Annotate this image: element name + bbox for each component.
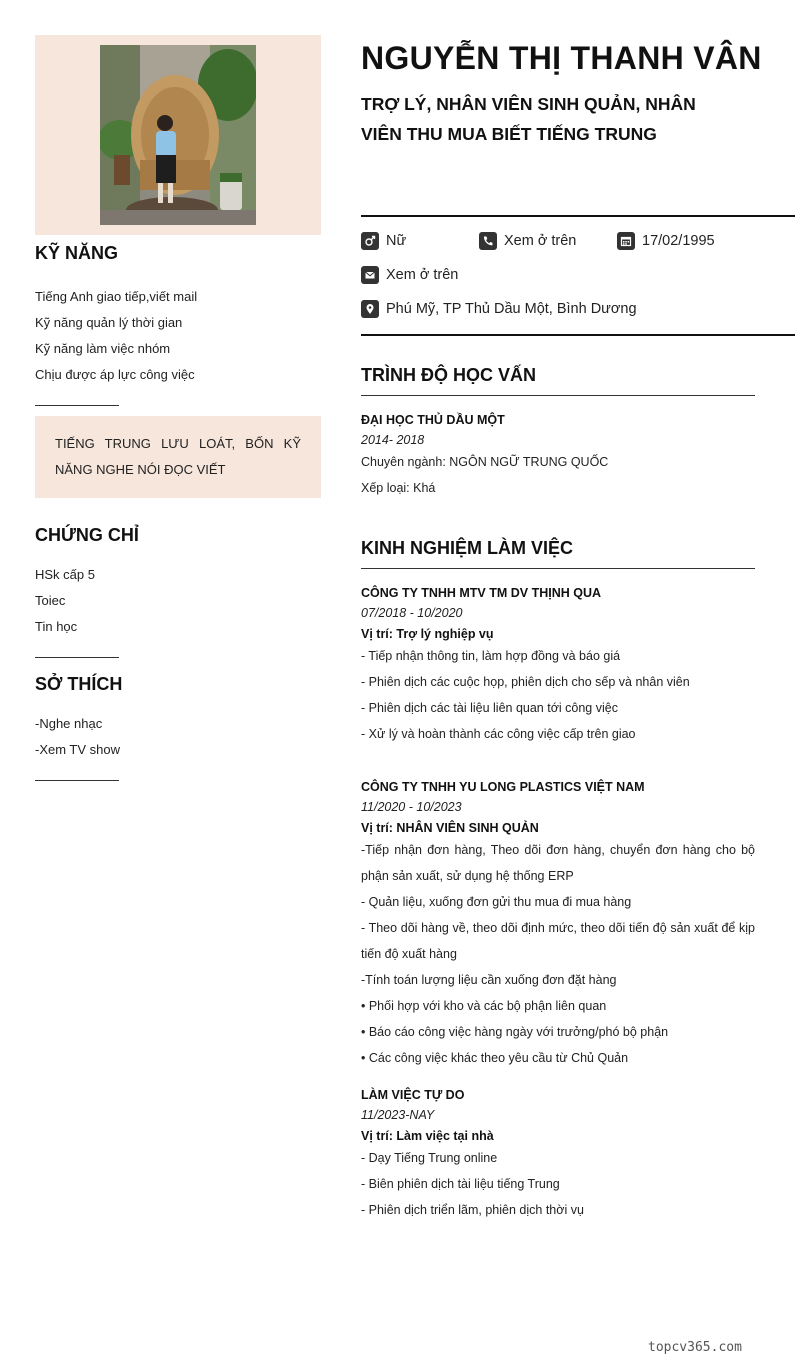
skills-title: KỸ NĂNG	[35, 243, 119, 263]
job-duty: - Xử lý và hoàn thành các công việc cấp trên giao	[361, 727, 636, 741]
divider	[35, 780, 119, 781]
job-duty: - Phiên dịch các cuộc họp, phiên dịch cho sếp và nhân viên	[361, 675, 690, 689]
job-position: Vị trí: Trợ lý nghiệp vụ	[361, 627, 494, 641]
certificate-item: Toiec	[35, 593, 66, 608]
job-entry	[361, 586, 755, 747]
job-duty: - Phiên dịch triển lãm, phiên dịch thời vụ	[361, 1203, 584, 1217]
job-period: 11/2023-NAY	[361, 1108, 435, 1122]
job-duty: • Các công việc khác theo yêu cầu từ Chủ Quản	[361, 1051, 629, 1065]
education-period: 2014- 2018	[361, 433, 425, 447]
skill-item: Kỹ năng làm việc nhóm	[35, 341, 171, 356]
email-value: Xem ở trên	[386, 267, 459, 283]
certificate-item: Tin học	[35, 619, 78, 634]
language-highlight: TIẾNG TRUNG LƯU LOÁT, BỐN KỸ NĂNG NGHE NÓI ĐỌC VIẾT	[35, 416, 321, 498]
contact-info	[361, 215, 795, 336]
job-position: Vị trí: NHÂN VIÊN SINH QUẢN	[361, 821, 539, 835]
job-company: CÔNG TY TNHH MTV TM DV THỊNH QUA	[361, 586, 602, 600]
birthday-value: 17/02/1995	[642, 233, 715, 249]
job-entry	[361, 1088, 755, 1223]
skill-item: Tiếng Anh giao tiếp,viết mail	[35, 289, 198, 304]
school-name: ĐẠI HỌC THỦ DẦU MỘT	[361, 413, 505, 427]
header	[361, 40, 762, 149]
gender-row	[361, 232, 406, 250]
photo-frame	[35, 35, 321, 235]
calendar-icon	[617, 232, 635, 250]
phone-icon	[479, 232, 497, 250]
skill-item: Kỹ năng quản lý thời gian	[35, 315, 183, 330]
certificates-title: CHỨNG CHỈ	[35, 525, 139, 545]
hobby-item: -Nghe nhạc	[35, 716, 103, 731]
email-row	[361, 266, 458, 284]
left-column	[35, 240, 321, 781]
divider	[35, 405, 119, 406]
candidate-name: NGUYỄN THỊ THANH VÂN	[361, 40, 762, 76]
job-duty: - Quản liệu, xuống đơn gửi thu mua đi mua hàng	[361, 895, 632, 909]
divider	[35, 657, 119, 658]
job-company: LÀM VIỆC TỰ DO	[361, 1088, 465, 1102]
certificate-item: HSk cấp 5	[35, 567, 95, 582]
location-icon	[361, 300, 379, 318]
job-duty: • Phối hợp với kho và các bộ phận liên quan	[361, 999, 607, 1013]
job-title: TRỢ LÝ, NHÂN VIÊN SINH QUẢN, NHÂN VIÊN THU MUA BIẾT TIẾNG TRUNG	[361, 94, 696, 144]
address-value: Phú Mỹ, TP Thủ Dầu Một, Bình Dương	[386, 301, 637, 317]
job-period: 07/2018 - 10/2020	[361, 606, 463, 620]
gender-value: Nữ	[386, 233, 407, 249]
hobby-item: -Xem TV show	[35, 742, 121, 757]
job-period: 11/2020 - 10/2023	[361, 800, 462, 814]
job-duty: - Biên phiên dịch tài liệu tiếng Trung	[361, 1177, 560, 1191]
phone-row	[479, 232, 576, 250]
job-duty: - Theo dõi hàng về, theo dõi định mức, theo dõi tiến độ sản xuất để kịp tiến độ xuất hàng	[361, 921, 755, 961]
education-section	[361, 365, 755, 501]
job-entry	[361, 780, 755, 1071]
profile-photo	[100, 45, 256, 225]
education-rank: Xếp loại: Khá	[361, 481, 436, 495]
address-row	[361, 300, 637, 318]
job-duty: • Báo cáo công việc hàng ngày với trưởng/phó bộ phận	[361, 1025, 669, 1039]
job-company: CÔNG TY TNHH YU LONG PLASTICS VIỆT NAM	[361, 780, 645, 794]
job-duty: - Dạy Tiếng Trung online	[361, 1151, 498, 1165]
email-icon	[361, 266, 379, 284]
skill-item: Chịu được áp lực công việc	[35, 367, 195, 382]
job-duty: - Phiên dịch các tài liệu liên quan tới công việc	[361, 701, 618, 715]
job-duty: -Tiếp nhận đơn hàng, Theo dõi đơn hàng, chuyển đơn hàng cho bộ phận sản xuất, sử dụng hệ thống ERP	[361, 843, 755, 883]
experience-section	[361, 538, 755, 1223]
job-duty: - Tiếp nhận thông tin, làm hợp đồng và báo giá	[361, 649, 621, 663]
watermark: topcv365.com	[648, 1340, 742, 1355]
gender-icon	[361, 232, 379, 250]
job-duty: -Tính toán lượng liệu cần xuống đơn đặt hàng	[361, 973, 617, 987]
birthday-row	[617, 232, 715, 250]
phone-value: Xem ở trên	[504, 233, 577, 249]
experience-title: KINH NGHIỆM LÀM VIỆC	[361, 538, 755, 569]
hobbies-list	[35, 711, 321, 763]
hobbies-title: SỞ THÍCH	[35, 674, 123, 694]
job-position: Vị trí: Làm việc tại nhà	[361, 1129, 494, 1143]
certificates-list	[35, 562, 321, 640]
education-title: TRÌNH ĐỘ HỌC VẤN	[361, 365, 755, 396]
skills-list	[35, 284, 321, 388]
education-major: Chuyên ngành: NGÔN NGỮ TRUNG QUỐC	[361, 455, 609, 469]
